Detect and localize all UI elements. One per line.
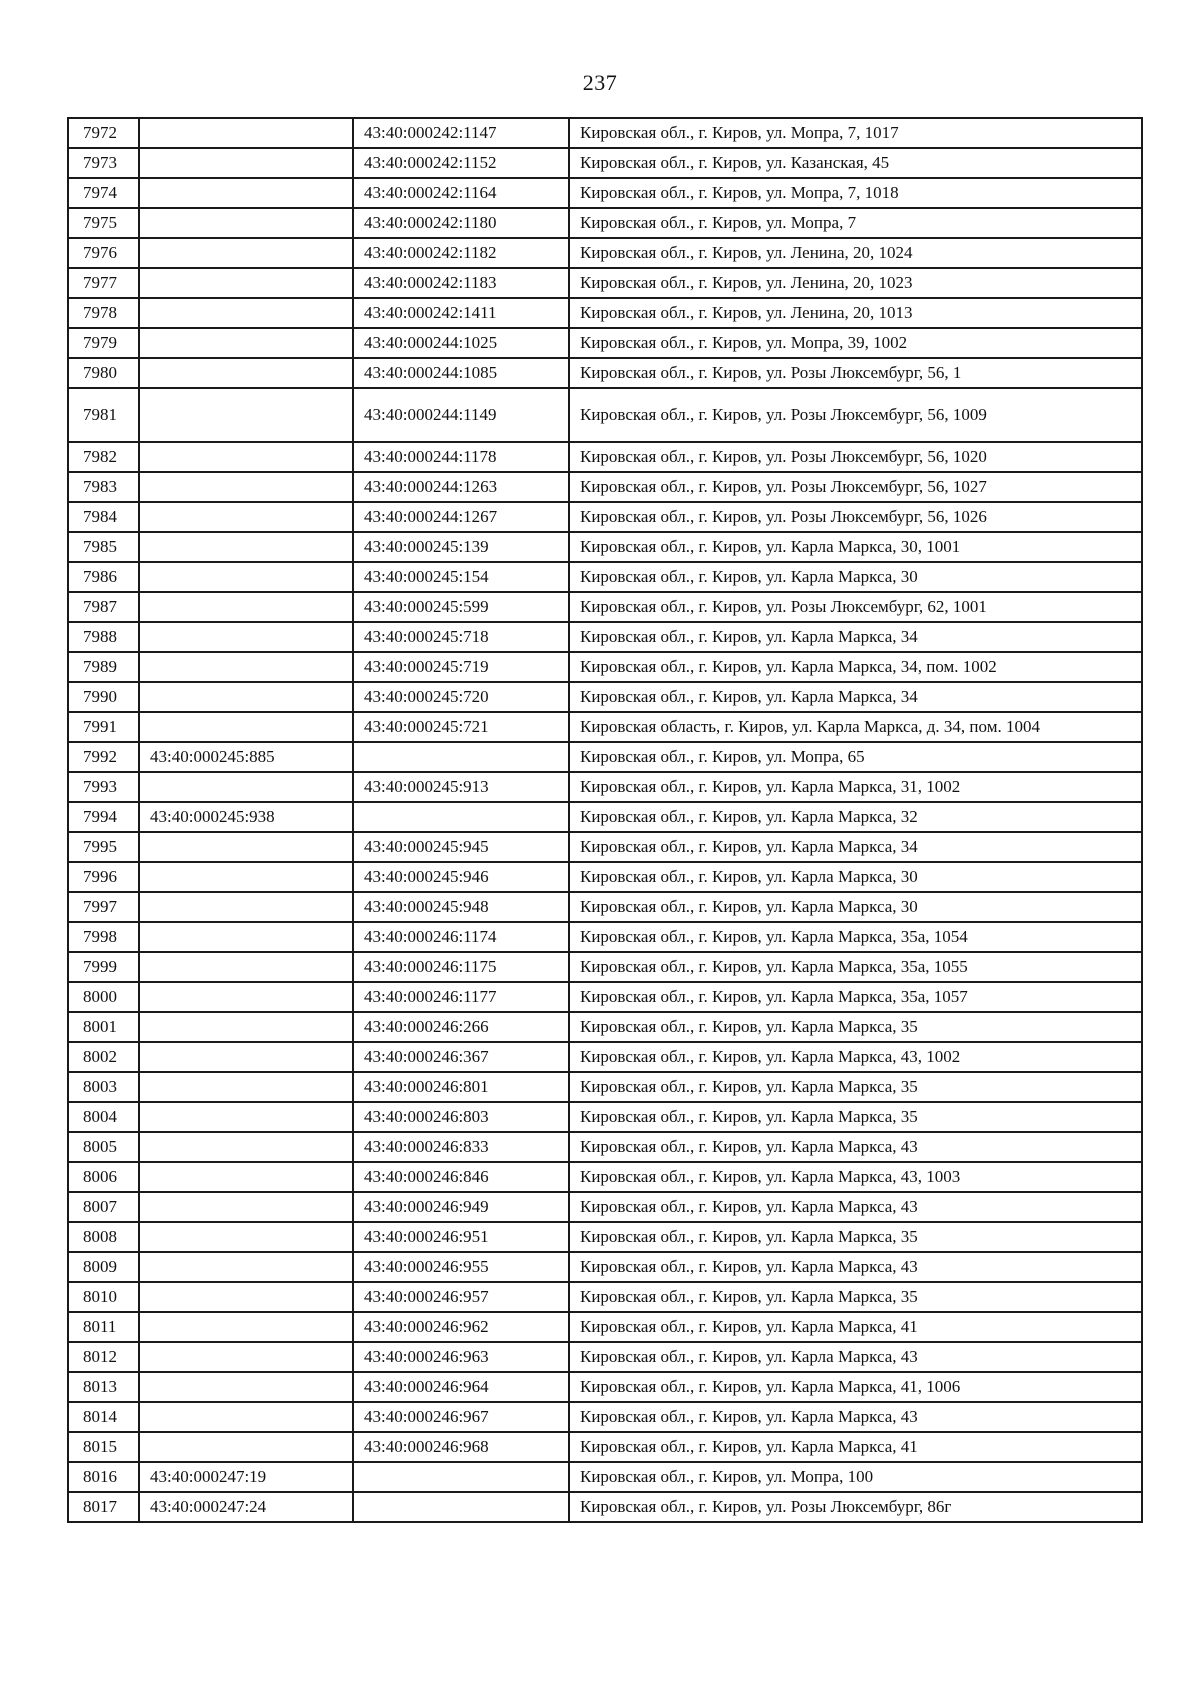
cadastral-number-cell [139, 118, 353, 148]
table-row [68, 712, 1142, 742]
row-number-cell: 7972 [68, 118, 139, 148]
address-cell: Кировская обл., г. Киров, ул. Мопра, 65 [569, 742, 1142, 772]
row-number-cell: 7985 [68, 532, 139, 562]
address-cell: Кировская обл., г. Киров, ул. Мопра, 39, 1002 [569, 328, 1142, 358]
cadastral-number-alt-cell: 43:40:000246:967 [353, 1402, 569, 1432]
address-cell: Кировская обл., г. Киров, ул. Карла Маркса, 35 [569, 1012, 1142, 1042]
row-number-cell: 7999 [68, 952, 139, 982]
cadastral-number-alt-cell: 43:40:000246:955 [353, 1252, 569, 1282]
table-row [68, 178, 1142, 208]
cadastral-number-alt-cell [353, 802, 569, 832]
cadastral-number-alt-cell: 43:40:000242:1147 [353, 118, 569, 148]
table-row [68, 652, 1142, 682]
cadastral-number-alt-cell: 43:40:000244:1085 [353, 358, 569, 388]
table-row [68, 682, 1142, 712]
address-cell: Кировская обл., г. Киров, ул. Карла Маркса, 41, 1006 [569, 1372, 1142, 1402]
cadastral-number-cell [139, 148, 353, 178]
row-number-cell: 8013 [68, 1372, 139, 1402]
cadastral-number-alt-cell: 43:40:000245:945 [353, 832, 569, 862]
table-row [68, 1432, 1142, 1462]
cadastral-number-alt-cell: 43:40:000246:968 [353, 1432, 569, 1462]
table-row [68, 1132, 1142, 1162]
address-cell: Кировская обл., г. Киров, ул. Ленина, 20, 1023 [569, 268, 1142, 298]
cadastral-number-cell [139, 862, 353, 892]
cadastral-number-cell [139, 1012, 353, 1042]
address-cell: Кировская обл., г. Киров, ул. Карла Маркса, 35а, 1055 [569, 952, 1142, 982]
row-number-cell: 7991 [68, 712, 139, 742]
cadastral-number-cell [139, 712, 353, 742]
cadastral-number-alt-cell: 43:40:000246:949 [353, 1192, 569, 1222]
table-row [68, 148, 1142, 178]
cadastral-number-cell [139, 982, 353, 1012]
cadastral-number-alt-cell: 43:40:000244:1263 [353, 472, 569, 502]
table-row [68, 1282, 1142, 1312]
cadastral-number-cell [139, 1132, 353, 1162]
cadastral-number-cell [139, 892, 353, 922]
row-number-cell: 8011 [68, 1312, 139, 1342]
cadastral-number-alt-cell: 43:40:000242:1183 [353, 268, 569, 298]
row-number-cell: 7980 [68, 358, 139, 388]
cadastral-number-cell [139, 1102, 353, 1132]
row-number-cell: 7988 [68, 622, 139, 652]
row-number-cell: 8005 [68, 1132, 139, 1162]
address-cell: Кировская обл., г. Киров, ул. Ленина, 20, 1013 [569, 298, 1142, 328]
row-number-cell: 8002 [68, 1042, 139, 1072]
address-cell: Кировская обл., г. Киров, ул. Карла Маркса, 35а, 1057 [569, 982, 1142, 1012]
table-row [68, 388, 1142, 442]
cadastral-number-alt-cell: 43:40:000245:599 [353, 592, 569, 622]
address-cell: Кировская обл., г. Киров, ул. Мопра, 7, 1017 [569, 118, 1142, 148]
row-number-cell: 7984 [68, 502, 139, 532]
cadastral-number-cell [139, 358, 353, 388]
cadastral-number-alt-cell: 43:40:000245:718 [353, 622, 569, 652]
table-row [68, 742, 1142, 772]
address-cell: Кировская обл., г. Киров, ул. Розы Люксембург, 56, 1020 [569, 442, 1142, 472]
table-row [68, 1402, 1142, 1432]
table-row [68, 472, 1142, 502]
cadastral-number-alt-cell: 43:40:000246:1175 [353, 952, 569, 982]
cadastral-number-cell [139, 298, 353, 328]
row-number-cell: 8009 [68, 1252, 139, 1282]
cadastral-number-cell [139, 1372, 353, 1402]
cadastral-number-alt-cell: 43:40:000246:803 [353, 1102, 569, 1132]
table-row [68, 502, 1142, 532]
address-cell: Кировская обл., г. Киров, ул. Розы Люксембург, 56, 1 [569, 358, 1142, 388]
cadastral-number-alt-cell: 43:40:000246:367 [353, 1042, 569, 1072]
address-cell: Кировская обл., г. Киров, ул. Карла Маркса, 34, пом. 1002 [569, 652, 1142, 682]
address-cell: Кировская обл., г. Киров, ул. Розы Люксембург, 56, 1027 [569, 472, 1142, 502]
row-number-cell: 7998 [68, 922, 139, 952]
address-cell: Кировская обл., г. Киров, ул. Розы Люксембург, 86г [569, 1492, 1142, 1522]
table-row [68, 952, 1142, 982]
row-number-cell: 7983 [68, 472, 139, 502]
table-row [68, 592, 1142, 622]
cadastral-number-alt-cell: 43:40:000244:1267 [353, 502, 569, 532]
cadastral-number-alt-cell: 43:40:000242:1164 [353, 178, 569, 208]
row-number-cell: 8010 [68, 1282, 139, 1312]
address-cell: Кировская область, г. Киров, ул. Карла Маркса, д. 34, пом. 1004 [569, 712, 1142, 742]
row-number-cell: 7978 [68, 298, 139, 328]
cadastral-number-cell [139, 268, 353, 298]
row-number-cell: 7994 [68, 802, 139, 832]
address-cell: Кировская обл., г. Киров, ул. Карла Маркса, 35 [569, 1222, 1142, 1252]
cadastral-number-cell [139, 1432, 353, 1462]
table-row [68, 1312, 1142, 1342]
table-row [68, 328, 1142, 358]
table-row [68, 832, 1142, 862]
cadastral-number-cell [139, 1282, 353, 1312]
table-row [68, 1162, 1142, 1192]
cadastral-number-alt-cell: 43:40:000246:951 [353, 1222, 569, 1252]
row-number-cell: 7990 [68, 682, 139, 712]
cadastral-number-cell [139, 1192, 353, 1222]
cadastral-number-cell [139, 502, 353, 532]
table-row [68, 1102, 1142, 1132]
cadastral-number-cell [139, 622, 353, 652]
page-number: 237 [582, 70, 618, 95]
address-cell: Кировская обл., г. Киров, ул. Карла Маркса, 35 [569, 1072, 1142, 1102]
cadastral-number-cell [139, 1072, 353, 1102]
table-row [68, 1492, 1142, 1522]
address-cell: Кировская обл., г. Киров, ул. Карла Маркса, 43 [569, 1252, 1142, 1282]
cadastral-number-cell [139, 1162, 353, 1192]
cadastral-number-cell [139, 772, 353, 802]
cadastral-number-cell [139, 592, 353, 622]
cadastral-number-cell [139, 952, 353, 982]
address-cell: Кировская обл., г. Киров, ул. Мопра, 7, 1018 [569, 178, 1142, 208]
cadastral-number-alt-cell: 43:40:000246:1174 [353, 922, 569, 952]
address-cell: Кировская обл., г. Киров, ул. Карла Маркса, 41 [569, 1312, 1142, 1342]
table-row [68, 1342, 1142, 1372]
table-row [68, 298, 1142, 328]
address-cell: Кировская обл., г. Киров, ул. Карла Маркса, 41 [569, 1432, 1142, 1462]
row-number-cell: 7982 [68, 442, 139, 472]
cadastral-number-cell [139, 442, 353, 472]
row-number-cell: 8008 [68, 1222, 139, 1252]
cadastral-number-alt-cell: 43:40:000245:139 [353, 532, 569, 562]
cadastral-number-alt-cell: 43:40:000246:957 [353, 1282, 569, 1312]
row-number-cell: 8003 [68, 1072, 139, 1102]
table-row [68, 1462, 1142, 1492]
table-row [68, 892, 1142, 922]
cadastral-number-cell [139, 1312, 353, 1342]
table-row [68, 532, 1142, 562]
cadastral-number-alt-cell: 43:40:000245:719 [353, 652, 569, 682]
address-cell: Кировская обл., г. Киров, ул. Карла Маркса, 31, 1002 [569, 772, 1142, 802]
table-row [68, 1252, 1142, 1282]
address-cell: Кировская обл., г. Киров, ул. Карла Маркса, 35 [569, 1282, 1142, 1312]
address-cell: Кировская обл., г. Киров, ул. Карла Маркса, 43, 1002 [569, 1042, 1142, 1072]
address-cell: Кировская обл., г. Киров, ул. Розы Люксембург, 56, 1009 [569, 388, 1142, 442]
address-cell: Кировская обл., г. Киров, ул. Карла Маркса, 43, 1003 [569, 1162, 1142, 1192]
cadastral-number-cell [139, 652, 353, 682]
registry-table [67, 117, 1143, 1523]
table-row [68, 358, 1142, 388]
table-row [68, 922, 1142, 952]
cadastral-number-alt-cell: 43:40:000246:801 [353, 1072, 569, 1102]
table-row [68, 862, 1142, 892]
cadastral-number-cell [139, 178, 353, 208]
cadastral-number-cell [139, 238, 353, 268]
row-number-cell: 8012 [68, 1342, 139, 1372]
table-row [68, 238, 1142, 268]
row-number-cell: 8015 [68, 1432, 139, 1462]
table-row [68, 1012, 1142, 1042]
cadastral-number-alt-cell [353, 1492, 569, 1522]
row-number-cell: 8017 [68, 1492, 139, 1522]
cadastral-number-cell: 43:40:000245:885 [139, 742, 353, 772]
address-cell: Кировская обл., г. Киров, ул. Казанская, 45 [569, 148, 1142, 178]
row-number-cell: 7989 [68, 652, 139, 682]
row-number-cell: 8016 [68, 1462, 139, 1492]
row-number-cell: 7976 [68, 238, 139, 268]
table-row [68, 772, 1142, 802]
cadastral-number-cell [139, 1342, 353, 1372]
cadastral-number-cell: 43:40:000245:938 [139, 802, 353, 832]
cadastral-number-cell [139, 532, 353, 562]
address-cell: Кировская обл., г. Киров, ул. Розы Люксембург, 56, 1026 [569, 502, 1142, 532]
cadastral-number-alt-cell: 43:40:000246:1177 [353, 982, 569, 1012]
cadastral-number-cell [139, 1252, 353, 1282]
row-number-cell: 7986 [68, 562, 139, 592]
row-number-cell: 7996 [68, 862, 139, 892]
address-cell: Кировская обл., г. Киров, ул. Карла Маркса, 43 [569, 1342, 1142, 1372]
cadastral-number-alt-cell: 43:40:000245:720 [353, 682, 569, 712]
table-row [68, 1222, 1142, 1252]
row-number-cell: 8014 [68, 1402, 139, 1432]
cadastral-number-cell [139, 472, 353, 502]
cadastral-number-alt-cell: 43:40:000245:721 [353, 712, 569, 742]
cadastral-number-cell [139, 562, 353, 592]
cadastral-number-alt-cell: 43:40:000246:833 [353, 1132, 569, 1162]
cadastral-number-alt-cell: 43:40:000244:1149 [353, 388, 569, 442]
cadastral-number-alt-cell: 43:40:000245:948 [353, 892, 569, 922]
cadastral-number-alt-cell: 43:40:000246:962 [353, 1312, 569, 1342]
address-cell: Кировская обл., г. Киров, ул. Карла Маркса, 35 [569, 1102, 1142, 1132]
registry-table-body [68, 118, 1142, 1522]
table-row [68, 562, 1142, 592]
table-row [68, 268, 1142, 298]
address-cell: Кировская обл., г. Киров, ул. Мопра, 7 [569, 208, 1142, 238]
cadastral-number-alt-cell: 43:40:000242:1411 [353, 298, 569, 328]
row-number-cell: 7973 [68, 148, 139, 178]
cadastral-number-cell [139, 388, 353, 442]
row-number-cell: 7977 [68, 268, 139, 298]
cadastral-number-alt-cell: 43:40:000242:1180 [353, 208, 569, 238]
cadastral-number-cell [139, 832, 353, 862]
table-row [68, 622, 1142, 652]
cadastral-number-cell [139, 328, 353, 358]
address-cell: Кировская обл., г. Киров, ул. Карла Маркса, 30 [569, 892, 1142, 922]
row-number-cell: 8006 [68, 1162, 139, 1192]
address-cell: Кировская обл., г. Киров, ул. Карла Маркса, 35а, 1054 [569, 922, 1142, 952]
table-row [68, 982, 1142, 1012]
address-cell: Кировская обл., г. Киров, ул. Карла Маркса, 34 [569, 682, 1142, 712]
address-cell: Кировская обл., г. Киров, ул. Розы Люксембург, 62, 1001 [569, 592, 1142, 622]
cadastral-number-alt-cell: 43:40:000245:946 [353, 862, 569, 892]
address-cell: Кировская обл., г. Киров, ул. Карла Маркса, 30, 1001 [569, 532, 1142, 562]
cadastral-number-alt-cell: 43:40:000244:1178 [353, 442, 569, 472]
row-number-cell: 7995 [68, 832, 139, 862]
row-number-cell: 7992 [68, 742, 139, 772]
cadastral-number-cell [139, 1222, 353, 1252]
row-number-cell: 7997 [68, 892, 139, 922]
table-row [68, 208, 1142, 238]
cadastral-number-cell [139, 208, 353, 238]
address-cell: Кировская обл., г. Киров, ул. Карла Маркса, 30 [569, 562, 1142, 592]
row-number-cell: 7981 [68, 388, 139, 442]
address-cell: Кировская обл., г. Киров, ул. Мопра, 100 [569, 1462, 1142, 1492]
address-cell: Кировская обл., г. Киров, ул. Карла Маркса, 43 [569, 1132, 1142, 1162]
cadastral-number-cell: 43:40:000247:24 [139, 1492, 353, 1522]
row-number-cell: 7974 [68, 178, 139, 208]
table-row [68, 1192, 1142, 1222]
row-number-cell: 8007 [68, 1192, 139, 1222]
cadastral-number-alt-cell: 43:40:000244:1025 [353, 328, 569, 358]
row-number-cell: 8001 [68, 1012, 139, 1042]
cadastral-number-cell: 43:40:000247:19 [139, 1462, 353, 1492]
row-number-cell: 7979 [68, 328, 139, 358]
cadastral-number-cell [139, 922, 353, 952]
address-cell: Кировская обл., г. Киров, ул. Карла Маркса, 43 [569, 1192, 1142, 1222]
cadastral-number-alt-cell: 43:40:000246:266 [353, 1012, 569, 1042]
address-cell: Кировская обл., г. Киров, ул. Карла Маркса, 32 [569, 802, 1142, 832]
table-row [68, 802, 1142, 832]
cadastral-number-alt-cell [353, 1462, 569, 1492]
address-cell: Кировская обл., г. Киров, ул. Карла Маркса, 34 [569, 622, 1142, 652]
address-cell: Кировская обл., г. Киров, ул. Карла Маркса, 30 [569, 862, 1142, 892]
cadastral-number-alt-cell: 43:40:000246:964 [353, 1372, 569, 1402]
cadastral-number-alt-cell: 43:40:000246:963 [353, 1342, 569, 1372]
table-row [68, 1042, 1142, 1072]
cadastral-number-alt-cell [353, 742, 569, 772]
address-cell: Кировская обл., г. Киров, ул. Ленина, 20, 1024 [569, 238, 1142, 268]
cadastral-number-cell [139, 1042, 353, 1072]
table-row [68, 1072, 1142, 1102]
address-cell: Кировская обл., г. Киров, ул. Карла Маркса, 34 [569, 832, 1142, 862]
row-number-cell: 7987 [68, 592, 139, 622]
cadastral-number-alt-cell: 43:40:000242:1152 [353, 148, 569, 178]
row-number-cell: 7975 [68, 208, 139, 238]
table-row [68, 1372, 1142, 1402]
address-cell: Кировская обл., г. Киров, ул. Карла Маркса, 43 [569, 1402, 1142, 1432]
table-row [68, 118, 1142, 148]
cadastral-number-cell [139, 1402, 353, 1432]
row-number-cell: 7993 [68, 772, 139, 802]
cadastral-number-cell [139, 682, 353, 712]
row-number-cell: 8004 [68, 1102, 139, 1132]
cadastral-number-alt-cell: 43:40:000245:154 [353, 562, 569, 592]
row-number-cell: 8000 [68, 982, 139, 1012]
cadastral-number-alt-cell: 43:40:000245:913 [353, 772, 569, 802]
cadastral-number-alt-cell: 43:40:000242:1182 [353, 238, 569, 268]
cadastral-number-alt-cell: 43:40:000246:846 [353, 1162, 569, 1192]
table-row [68, 442, 1142, 472]
